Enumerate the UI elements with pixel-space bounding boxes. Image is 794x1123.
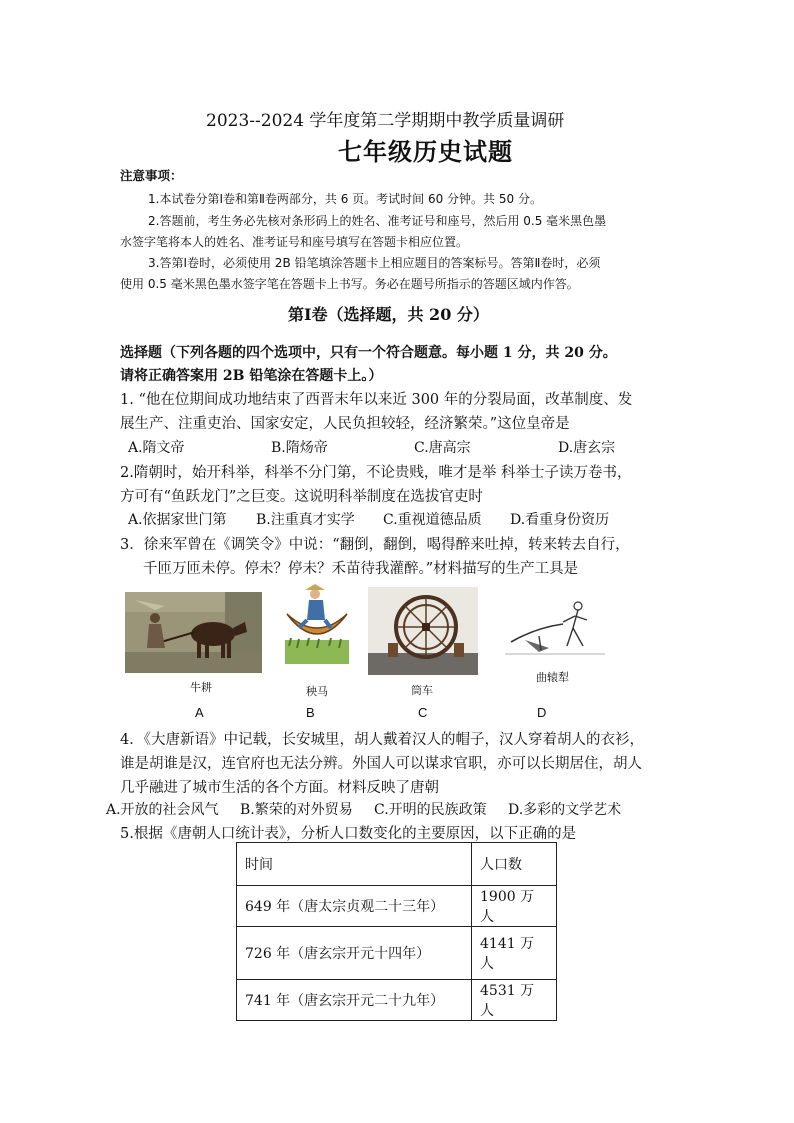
- q1-stem-line-1: 1. “他在位期间成功地结束了西晋末年以来近 300 年的分裂局面，改革制度、发: [120, 392, 633, 408]
- image-b-letter: B: [306, 705, 315, 720]
- notice-item-3a: 3.答第Ⅰ卷时，必须使用 2B 铅笔填涂答题卡上相应题目的答案标号。答第Ⅱ卷时，必须: [148, 256, 601, 270]
- table-cell-population: 1900 万人: [472, 886, 557, 927]
- q4-stem-line-1: 4．《大唐新语》中记载，长安城里，胡人戴着汉人的帽子，汉人穿着胡人的衣衫，: [120, 732, 644, 748]
- population-table: [236, 842, 557, 1021]
- q2-option-b: B.注重真才实学: [256, 512, 355, 528]
- q1-option-b: B.隋炀帝: [271, 440, 328, 456]
- table-cell-time: 649 年（唐太宗贞观二十三年）: [237, 886, 472, 927]
- curved-shaft-plow-icon: [505, 598, 605, 660]
- table-cell-population: 4141 万人: [472, 927, 557, 980]
- q2-option-c: C.重视道德品质: [383, 512, 482, 528]
- table-row: [237, 886, 557, 927]
- waterwheel-icon: [368, 587, 478, 675]
- ox-plowing-mural-icon: [125, 592, 262, 673]
- q1-option-c: C.唐高宗: [414, 440, 471, 456]
- image-b-caption: 秧马: [306, 685, 328, 698]
- image-a-caption: 牛耕: [190, 681, 212, 694]
- q2-option-a: A.依据家世门第: [128, 512, 227, 528]
- q4-option-b: B.繁荣的对外贸易: [240, 802, 353, 818]
- q1-stem-line-2: 展生产、注重吏治、国家安定，人民负担较轻，经济繁荣。”这位皇帝是: [120, 416, 570, 432]
- q2-stem-line-2: 方可有“鱼跃龙门”之巨变。这说明科举制度在选拔官吏时: [120, 489, 483, 505]
- table-header-population: 人口数: [472, 843, 557, 886]
- q1-option-a: A.隋文帝: [128, 440, 185, 456]
- section-instruction-1: 选择题（下列各题的四个选项中，只有一个符合题意。每小题 1 分，共 20 分。: [120, 345, 617, 361]
- table-row: [237, 980, 557, 1021]
- rice-seedling-boat-icon: [285, 584, 349, 664]
- table-cell-time: 726 年（唐玄宗开元十四年）: [237, 927, 472, 980]
- section-instruction-2: 请将正确答案用 2B 铅笔涂在答题卡上。）: [120, 368, 383, 384]
- q4-option-c: C.开明的民族政策: [374, 802, 487, 818]
- image-d-caption: 曲辕犁: [536, 671, 569, 684]
- exam-title: 七年级历史试题: [338, 137, 513, 166]
- image-a-letter: A: [195, 705, 204, 720]
- q5-stem: 5.根据《唐朝人口统计表》，分析人口数变化的主要原因，以下正确的是: [120, 826, 577, 842]
- image-d-letter: D: [537, 705, 547, 720]
- section-title: 第Ⅰ卷（选择题，共 20 分）: [288, 305, 489, 324]
- q4-option-a: A.开放的社会风气: [106, 802, 219, 818]
- q3-stem-line-1: 3．徐来军曾在《调笑令》中说：“翻倒，翻倒，喝得醉来吐掉，转来转去自行，: [120, 537, 630, 553]
- exam-header-line: 2023--2024 学年度第二学期期中教学质量调研: [206, 111, 565, 131]
- table-header-row: [237, 843, 557, 886]
- table-header-time: 时间: [237, 843, 472, 886]
- q1-option-d: D.唐玄宗: [558, 440, 616, 456]
- table-cell-population: 4531 万人: [472, 980, 557, 1021]
- q4-stem-line-3: 几乎融进了城市生活的各个方面。材料反映了唐朝: [120, 780, 439, 796]
- notice-item-2a: 2.答题前，考生务必先核对条形码上的姓名、准考证号和座号，然后用 0.5 毫米黑色墨: [148, 214, 607, 228]
- table-cell-time: 741 年（唐玄宗开元二十九年）: [237, 980, 472, 1021]
- image-c-letter: C: [418, 705, 428, 720]
- notice-item-1: 1.本试卷分第Ⅰ卷和第Ⅱ卷两部分，共 6 页。考试时间 60 分钟。共 50 分。: [148, 192, 542, 206]
- q2-option-d: D.看重身份资历: [510, 512, 610, 528]
- q2-stem-line-1: 2.隋朝时，始开科举，科举不分门第，不论贵贱，唯才是举 科举士子读万卷书，: [120, 465, 632, 481]
- notice-title: 注意事项：: [120, 168, 183, 183]
- q3-stem-line-2: 千匝万匝未停。停未？停未？禾苗待我灌醉。”材料描写的生产工具是: [143, 561, 579, 577]
- q4-option-d: D.多彩的文学艺术: [508, 802, 622, 818]
- image-c-caption: 筒车: [411, 684, 433, 697]
- notice-item-3b: 使用 0.5 毫米黑色墨水签字笔在答题卡上书写。务必在题号所指示的答题区域内作答。: [120, 277, 579, 291]
- notice-item-2b: 水签字笔将本人的姓名、准考证号和座号填写在答题卡相应位置。: [120, 235, 469, 249]
- table-row: [237, 927, 557, 980]
- q4-stem-line-2: 谁是胡谁是汉，连官府也无法分辨。外国人可以谋求官职，亦可以长期居住，胡人: [120, 756, 642, 772]
